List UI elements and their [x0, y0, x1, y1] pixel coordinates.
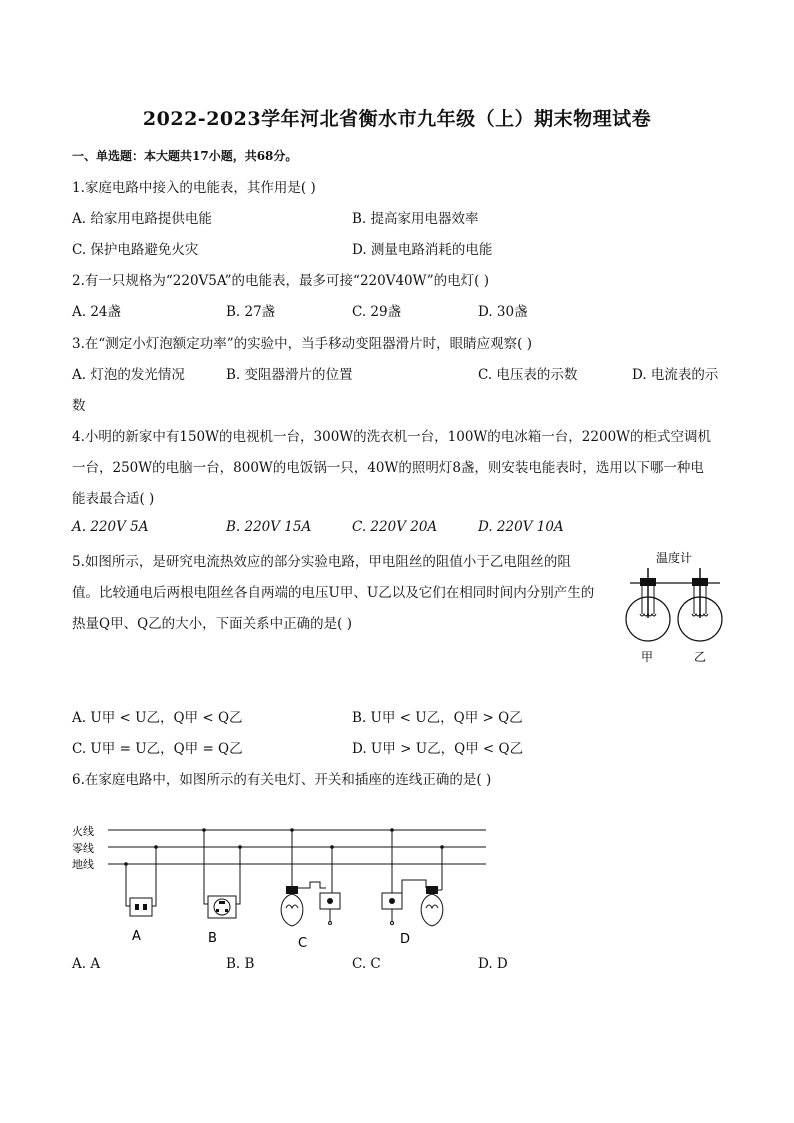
q2-option-a[interactable]: A. 24盏 — [72, 304, 122, 320]
q6-stem: 6.在家庭电路中，如图所示的有关电灯、开关和插座的连线正确的是( ) — [72, 772, 492, 788]
circuit-label-c: C — [298, 936, 308, 951]
q3-option-c[interactable]: C. 电压表的示数 — [478, 367, 578, 383]
q4-stem-line2: 一台，250W的电脑一台，800W的电饭锅一只，40W的照明灯8盏，则安装电能表时，选用以下哪一种电 — [72, 460, 704, 476]
q6-option-a[interactable]: A. A — [72, 956, 101, 972]
wire-label-neutral: 零线 — [72, 842, 94, 855]
section-heading: 一、单选题：本大题共17小题，共68分。 — [72, 149, 298, 163]
flask-yi — [678, 568, 722, 641]
q3-option-d[interactable]: D. 电流表的示 — [632, 367, 719, 383]
q3-option-b[interactable]: B. 变阻器滑片的位置 — [226, 367, 353, 383]
q4-stem-line1: 4.小明的新家中有150W的电视机一台，300W的洗衣机一台，100W的电冰箱一台，2200W的柜式空调机 — [72, 429, 712, 445]
flask-jia — [626, 568, 670, 641]
q5-figure — [622, 548, 730, 668]
q1-stem: 1.家庭电路中接入的电能表，其作用是( ) — [72, 180, 316, 196]
q5-label-thermometer: 温度计 — [656, 551, 693, 565]
q5-stem-line3: 热量Q甲、Q乙的大小，下面关系中正确的是( ) — [72, 616, 352, 632]
q3-stem: 3.在“测定小灯泡额定功率”的实验中，当手移动变阻器滑片时，眼睛应观察( ) — [72, 336, 533, 352]
circuit-b-socket — [202, 828, 242, 946]
q5-option-b[interactable]: B. U甲 < U乙，Q甲 > Q乙 — [352, 710, 523, 726]
q2-option-b[interactable]: B. 27盏 — [226, 304, 276, 320]
q5-label-jia: 甲 — [641, 650, 654, 664]
q2-option-d[interactable]: D. 30盏 — [478, 304, 528, 320]
q6-circuit-diagram — [70, 818, 500, 952]
wire-label-live: 火线 — [72, 825, 94, 838]
q6-option-c[interactable]: C. C — [352, 956, 381, 972]
q3-option-a[interactable]: A. 灯泡的发光情况 — [72, 367, 185, 383]
q5-option-a[interactable]: A. U甲 < U乙，Q甲 < Q乙 — [72, 710, 243, 726]
page-title: 2022-2023学年河北省衡水市九年级（上）期末物理试卷 — [142, 108, 652, 130]
circuit-label-a: A — [132, 929, 141, 944]
circuit-label-b: B — [208, 931, 217, 946]
q5-stem-line2: 值。比较通电后两根电阻丝各自两端的电压U甲、U乙以及它们在相同时间内分别产生的 — [72, 585, 595, 601]
q2-option-c[interactable]: C. 29盏 — [352, 304, 402, 320]
q6-option-d[interactable]: D. D — [478, 956, 508, 972]
q4-option-a[interactable]: A. 220V 5A — [72, 519, 149, 535]
q4-option-c[interactable]: C. 220V 20A — [352, 519, 438, 535]
wire-label-ground: 地线 — [72, 858, 94, 871]
circuit-a-socket — [124, 845, 158, 944]
circuit-d-switch-lamp — [382, 828, 444, 947]
q5-stem-line1: 5.如图所示，是研究电流热效应的部分实验电路，甲电阻丝的阻值小于乙电阻丝的阻 — [72, 554, 571, 570]
circuit-label-d: D — [400, 932, 411, 947]
q5-label-yi: 乙 — [694, 650, 707, 664]
q1-option-d[interactable]: D. 测量电路消耗的电能 — [352, 242, 493, 258]
q3-option-d-continued: 数 — [72, 398, 86, 414]
q5-option-c[interactable]: C. U甲 = U乙，Q甲 = Q乙 — [72, 741, 243, 757]
q2-stem: 2.有一只规格为“220V5A”的电能表，最多可接“220V40W”的电灯( ) — [72, 273, 490, 289]
q1-option-b[interactable]: B. 提高家用电器效率 — [352, 211, 479, 227]
q5-option-d[interactable]: D. U甲 > U乙，Q甲 < Q乙 — [352, 741, 524, 757]
q1-option-c[interactable]: C. 保护电路避免火灾 — [72, 242, 199, 258]
q4-option-b[interactable]: B. 220V 15A — [226, 519, 312, 535]
q6-option-b[interactable]: B. B — [226, 956, 255, 972]
q1-option-a[interactable]: A. 给家用电路提供电能 — [72, 211, 212, 227]
q4-option-d[interactable]: D. 220V 10A — [478, 519, 564, 535]
q4-stem-line3: 能表最合适( ) — [72, 491, 155, 507]
